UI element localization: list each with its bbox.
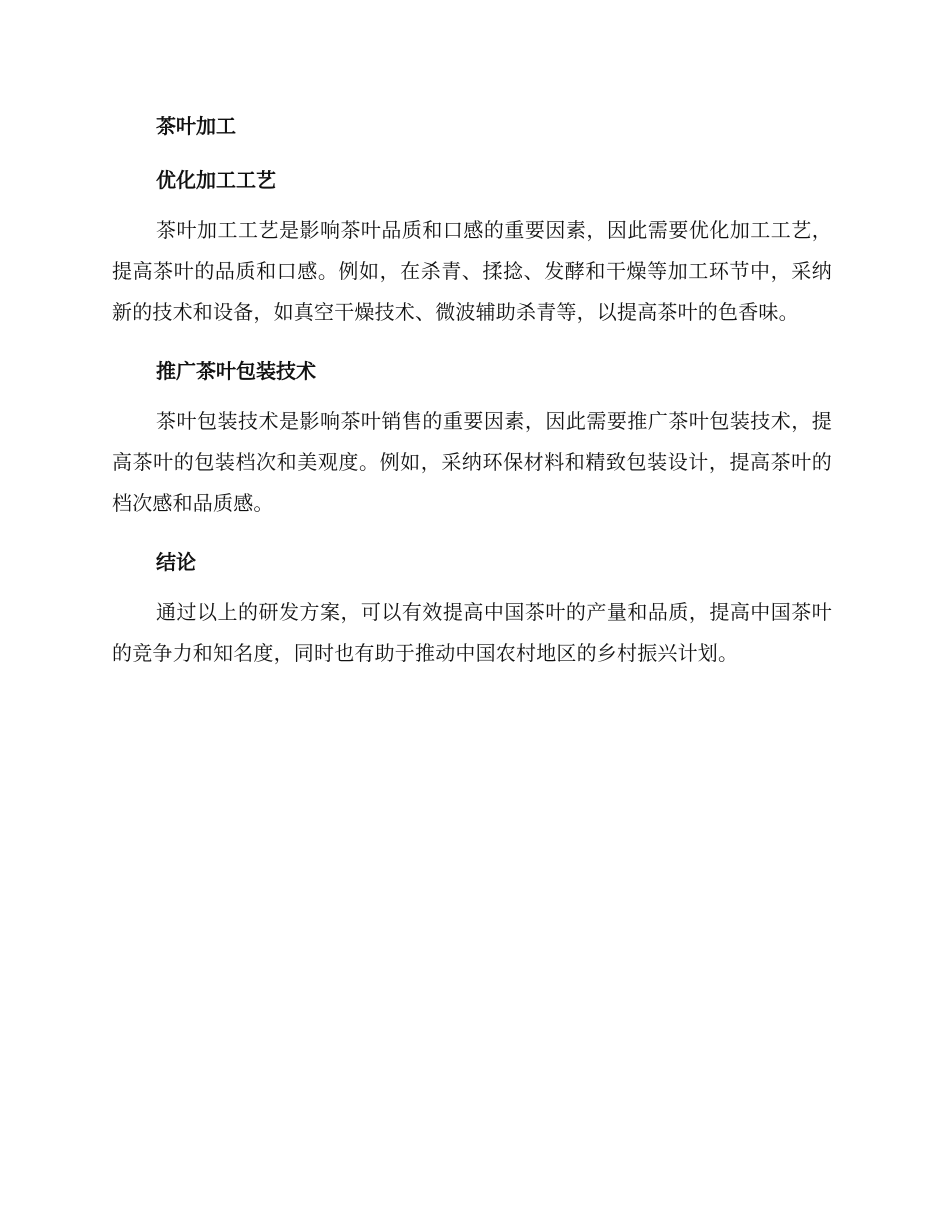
subsection-heading-conclusion: 结论 [156,550,196,574]
document-page [112,108,832,674]
paragraph-conclusion: 通过以上的研发方案，可以有效提高中国茶叶的产量和品质，提高中国茶叶的竞争力和知名度，同时也有助于推动中国农村地区的乡村振兴计划。 [112,600,832,665]
paragraph-packaging: 茶叶包装技术是影响茶叶销售的重要因素，因此需要推广茶叶包装技术，提高茶叶的包装档次和美观度。例如，采纳环保材料和精致包装设计，提高茶叶的档次感和品质感。 [112,409,832,515]
section-title: 茶叶加工 [156,114,236,138]
subsection-heading-packaging: 推广茶叶包装技术 [156,359,316,383]
paragraph-optimize-processing: 茶叶加工工艺是影响茶叶品质和口感的重要因素，因此需要优化加工工艺，提高茶叶的品质和口感。例如，在杀青、揉捻、发酵和干燥等加工环节中，采纳新的技术和设备，如真空干燥技术、微波辅助杀青等，以提高茶叶的色香味。 [112,218,832,324]
subsection-heading-optimize-processing: 优化加工工艺 [156,168,276,192]
